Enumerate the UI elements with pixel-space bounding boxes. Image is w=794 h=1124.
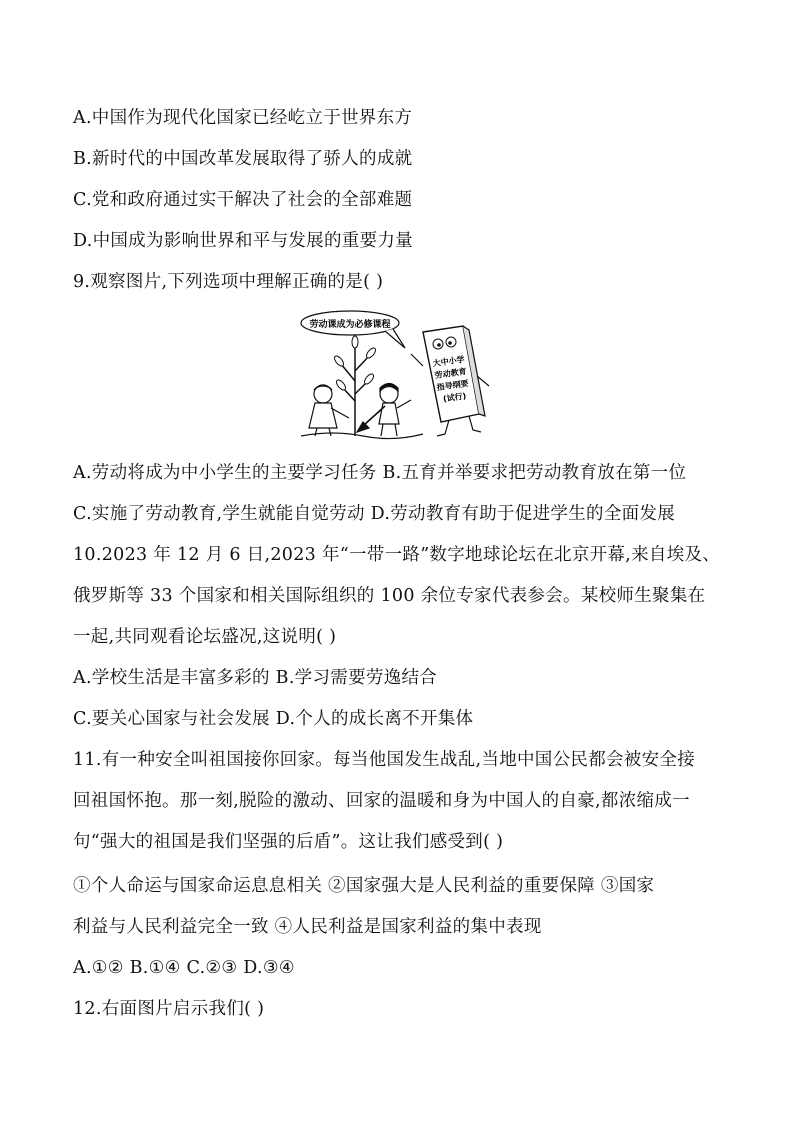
- guideline-book: [411, 326, 489, 436]
- q8-option-c: C.党和政府通过实干解决了社会的全部难题: [73, 190, 413, 210]
- sapling-trunk: [341, 346, 369, 436]
- q11-options: A.①② B.①④ C.②③ D.③④: [73, 958, 295, 978]
- q10-stem-line3: 一起,共同观看论坛盛况,这说明( ): [73, 627, 337, 647]
- q11-stem-line2: 回祖国怀抱。那一刻,脱险的激动、回家的温暖和身为中国人的自豪,都浓缩成一: [73, 791, 690, 811]
- q12-stem: 12.右面图片启示我们( ): [73, 999, 265, 1019]
- q9-options-line1: A.劳动将成为中小学生的主要学习任务 B.五育并举要求把劳动教育放在第一位: [73, 463, 687, 483]
- labor-education-illustration: [293, 306, 500, 441]
- q11-stem-line3: 句“强大的祖国是我们坚强的后盾”。这让我们感受到( ): [73, 832, 504, 852]
- q8-option-a: A.中国作为现代化国家已经屹立于世界东方: [73, 108, 413, 128]
- book-line-3: 指导纲要: [436, 378, 470, 393]
- q9-stem: 9.观察图片,下列选项中理解正确的是( ): [73, 272, 384, 292]
- q11-statements-line1: ①个人命运与国家命运息息相关 ②国家强大是人民利益的重要保障 ③国家: [73, 876, 655, 896]
- q10-stem-line2: 俄罗斯等 33 个国家和相关国际组织的 100 余位专家代表参会。某校师生聚集在: [73, 586, 706, 606]
- q10-options-line1: A.学校生活是丰富多彩的 B.学习需要劳逸结合: [73, 668, 438, 688]
- q8-option-d: D.中国成为影响世界和平与发展的重要力量: [73, 231, 413, 251]
- cartoon-svg: [293, 306, 500, 441]
- girl-figure: [309, 385, 349, 436]
- book-line-1: 大中小学: [432, 354, 466, 369]
- q10-options-line2: C.要关心国家与社会发展 D.个人的成长离不开集体: [73, 709, 474, 729]
- book-line-2: 劳动教育: [434, 366, 468, 381]
- q11-stem-line1: 11.有一种安全叫祖国接你回家。每当他国发生战乱,当地中国公民都会被安全接: [73, 750, 695, 770]
- q9-options-line2: C.实施了劳动教育,学生就能自觉劳动 D.劳动教育有助于促进学生的全面发展: [73, 504, 676, 524]
- q8-option-b: B.新时代的中国改革发展取得了骄人的成就: [73, 149, 413, 169]
- q10-stem-line1: 10.2023 年 12 月 6 日,2023 年“一带一路”数字地球论坛在北京开幕,来自埃及、: [73, 545, 721, 565]
- book-line-4: (试行): [442, 391, 467, 404]
- bubble-text: 劳动课成为必修课程: [309, 320, 391, 330]
- ground-line: [301, 433, 423, 439]
- boy-figure: [357, 384, 411, 437]
- speech-bubble-tail: [385, 329, 405, 348]
- q11-statements-line2: 利益与人民利益完全一致 ④人民利益是国家利益的集中表现: [73, 917, 542, 937]
